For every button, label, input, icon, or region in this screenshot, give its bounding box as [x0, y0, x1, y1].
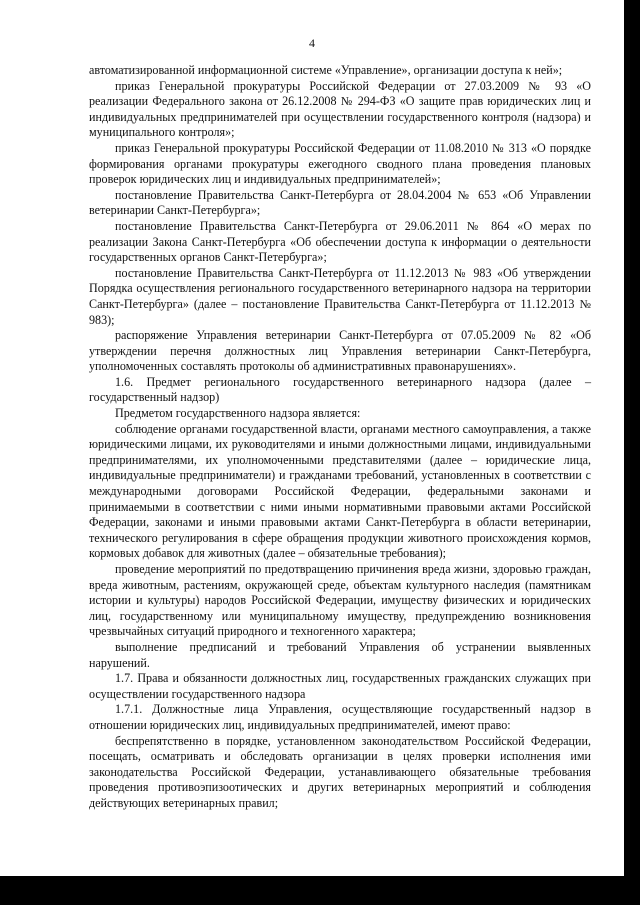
paragraph-resolution-653: постановление Правительства Санкт-Петербурга от 28.04.2004 № 653 «Об Управлении ветеринарии Санкт-Петербурга»;	[89, 187, 591, 218]
section-heading-1-7: 1.7. Права и обязанности должностных лиц, государственных гражданских служащих при осуществлении государственного надзора	[89, 671, 591, 701]
paragraph-right-inspect: беспрепятственно в порядке, установленном законодательством Российской Федерации, посещать, осматривать и обследовать организации в целях проверки исполнения ими законодательства Российской Федерации, устанавливающего обязательные требования проведения противоэпизоотических и других ветеринарных мероприятий и соблюдения действующих ветеринарных правил;	[89, 733, 591, 810]
scan-border-right	[624, 0, 640, 905]
paragraph-order-93: приказ Генеральной прокуратуры Российской Федерации от 27.03.2009 № 93 «О реализации Федерального закона от 26.12.2008 № 294-ФЗ «О защите прав юридических лиц и индивидуальных предпринимателей при осуществлении государственного контроля (надзора) и муниципального контроля»;	[89, 78, 591, 140]
paragraph-execution: выполнение предписаний и требований Управления об устранении выявленных нарушений.	[89, 639, 591, 670]
paragraph-prevention: проведение мероприятий по предотвращению причинения вреда жизни, здоровью граждан, вреда животным, растениям, окружающей среде, объектам культурного наследия (памятникам истории и культуры) народов Российской Федерации, имуществу физических и юридических лиц, государственному или муниципальному имуществу, предупреждению возникновения чрезвычайных ситуаций природного и техногенного характера;	[89, 562, 591, 639]
document-body	[89, 63, 591, 812]
paragraph-order-82: распоряжение Управления ветеринарии Санкт-Петербурга от 07.05.2009 № 82 «Об утверждении перечня должностных лиц Управления ветеринарии Санкт-Петербурга, уполномоченных составлять протоколы об административных правонарушениях».	[89, 328, 591, 374]
paragraph-subject-intro: Предметом государственного надзора является:	[115, 406, 361, 421]
page-number: 4	[309, 36, 315, 50]
paragraph-order-313: приказ Генеральной прокуратуры Российской Федерации от 11.08.2010 № 313 «О порядке формирования органами прокуратуры ежегодного сводного плана проведения плановых проверок юридических лиц и индивидуальных предпринимателей»;	[89, 140, 591, 187]
section-heading-1-6: 1.6. Предмет регионального государственного ветеринарного надзора (далее – государственный надзор)	[89, 374, 591, 405]
scan-border-bottom	[0, 876, 640, 905]
paragraph-resolution-983: постановление Правительства Санкт-Петербурга от 11.12.2013 № 983 «Об утверждении Порядка осуществления регионального государственного ветеринарного надзора на территории Санкт-Петербурга» (далее – постановление Правительства Санкт-Петербурга от 11.12.2013 № 983);	[89, 265, 591, 327]
paragraph-continuation: автоматизированной информационной системе «Управление», организации доступа к ней»;	[89, 63, 563, 77]
section-heading-1-7-1: 1.7.1. Должностные лица Управления, осуществляющие государственный надзор в отношении юридических лиц, индивидуальных предпринимателей, имеют право:	[89, 702, 591, 732]
paragraph-compliance: соблюдение органами государственной власти, органами местного самоуправления, а также юридическими лицами, их руководителями и иными должностными лицами, индивидуальными предпринимателями, их уполномоченными представителями (далее – юридические лица, индивидуальные предприниматели) и гражданами требований, установленных в соответствии с международными договорами Российской Федерации, федеральными законами и принимаемыми в соответствии с ними иными нормативными правовыми актами Российской Федерации, законами и иными правовыми актами Санкт-Петербурга в области ветеринарии, технического регулирования в сфере обращения продукции животного происхождения кормов, кормовых добавок для животных (далее – обязательные требования);	[89, 421, 591, 561]
paragraph-resolution-864: постановление Правительства Санкт-Петербурга от 29.06.2011 № 864 «О мерах по реализации Закона Санкт-Петербурга «Об обеспечении доступа к информации о деятельности государственных органов Санкт-Петербурга»;	[89, 218, 591, 265]
